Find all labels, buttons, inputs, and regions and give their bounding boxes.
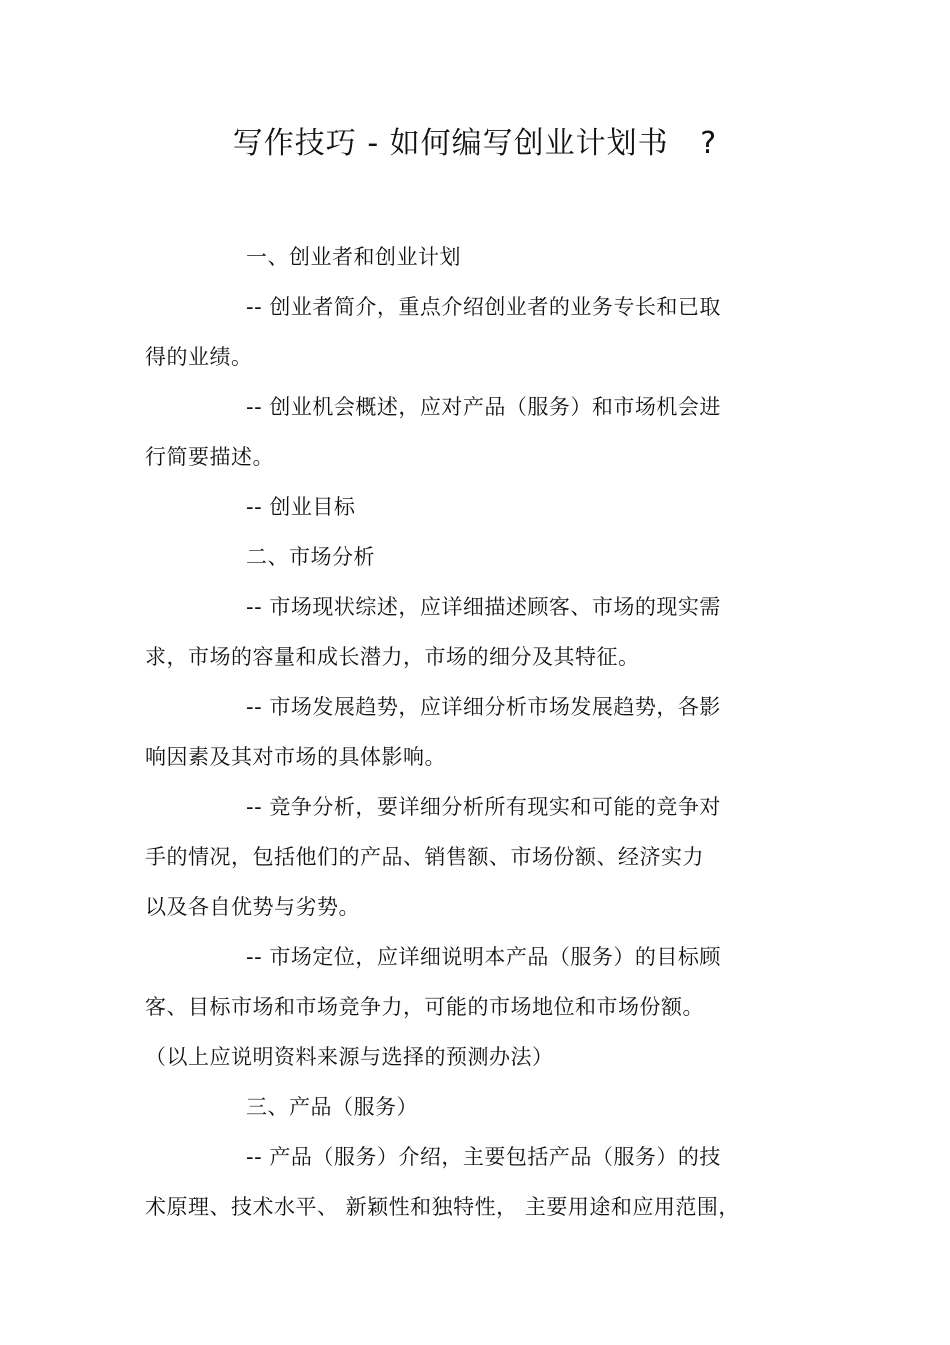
paragraph-line: -- 创业者简介，重点介绍创业者的业务专长和已取 — [246, 295, 721, 319]
paragraph-line: -- 市场现状综述，应详细描述顾客、市场的现实需 — [246, 595, 721, 619]
paragraph-line: -- 市场发展趋势，应详细分析市场发展趋势，各影 — [246, 695, 721, 719]
paragraph-line: -- 创业目标 — [246, 495, 356, 519]
paragraph-line: -- 创业机会概述，应对产品（服务）和市场机会进 — [246, 395, 721, 419]
paragraph-line: 三、产品（服务） — [246, 1095, 418, 1119]
paragraph-line: 客、目标市场和市场竞争力，可能的市场地位和市场份额。 — [145, 995, 704, 1019]
paragraph-line: 以及各自优势与劣势。 — [145, 895, 360, 919]
paragraph-line: 一、创业者和创业计划 — [246, 245, 461, 269]
paragraph-line: 术原理、技术水平、 新颖性和独特性， 主要用途和应用范围， — [145, 1195, 740, 1219]
paragraph-line: （以上应说明资料来源与选择的预测办法） — [145, 1045, 554, 1069]
paragraph-line: 得的业绩。 — [145, 345, 253, 369]
document-body — [145, 232, 785, 1232]
paragraph-line: 二、市场分析 — [246, 545, 375, 569]
paragraph-line: 响因素及其对市场的具体影响。 — [145, 745, 446, 769]
paragraph-line: 行简要描述。 — [145, 445, 274, 469]
paragraph-line: -- 市场定位，应详细说明本产品（服务）的目标顾 — [246, 945, 721, 969]
paragraph-line: -- 产品（服务）介绍，主要包括产品（服务）的技 — [246, 1145, 721, 1169]
paragraph-line: 求，市场的容量和成长潜力，市场的细分及其特征。 — [145, 645, 640, 669]
paragraph-line: 手的情况，包括他们的产品、销售额、市场份额、经济实力 — [145, 845, 704, 869]
document-title: 写作技巧 - 如何编写创业计划书 ? — [232, 126, 718, 161]
paragraph-line: -- 竞争分析，要详细分析所有现实和可能的竞争对 — [246, 795, 721, 819]
